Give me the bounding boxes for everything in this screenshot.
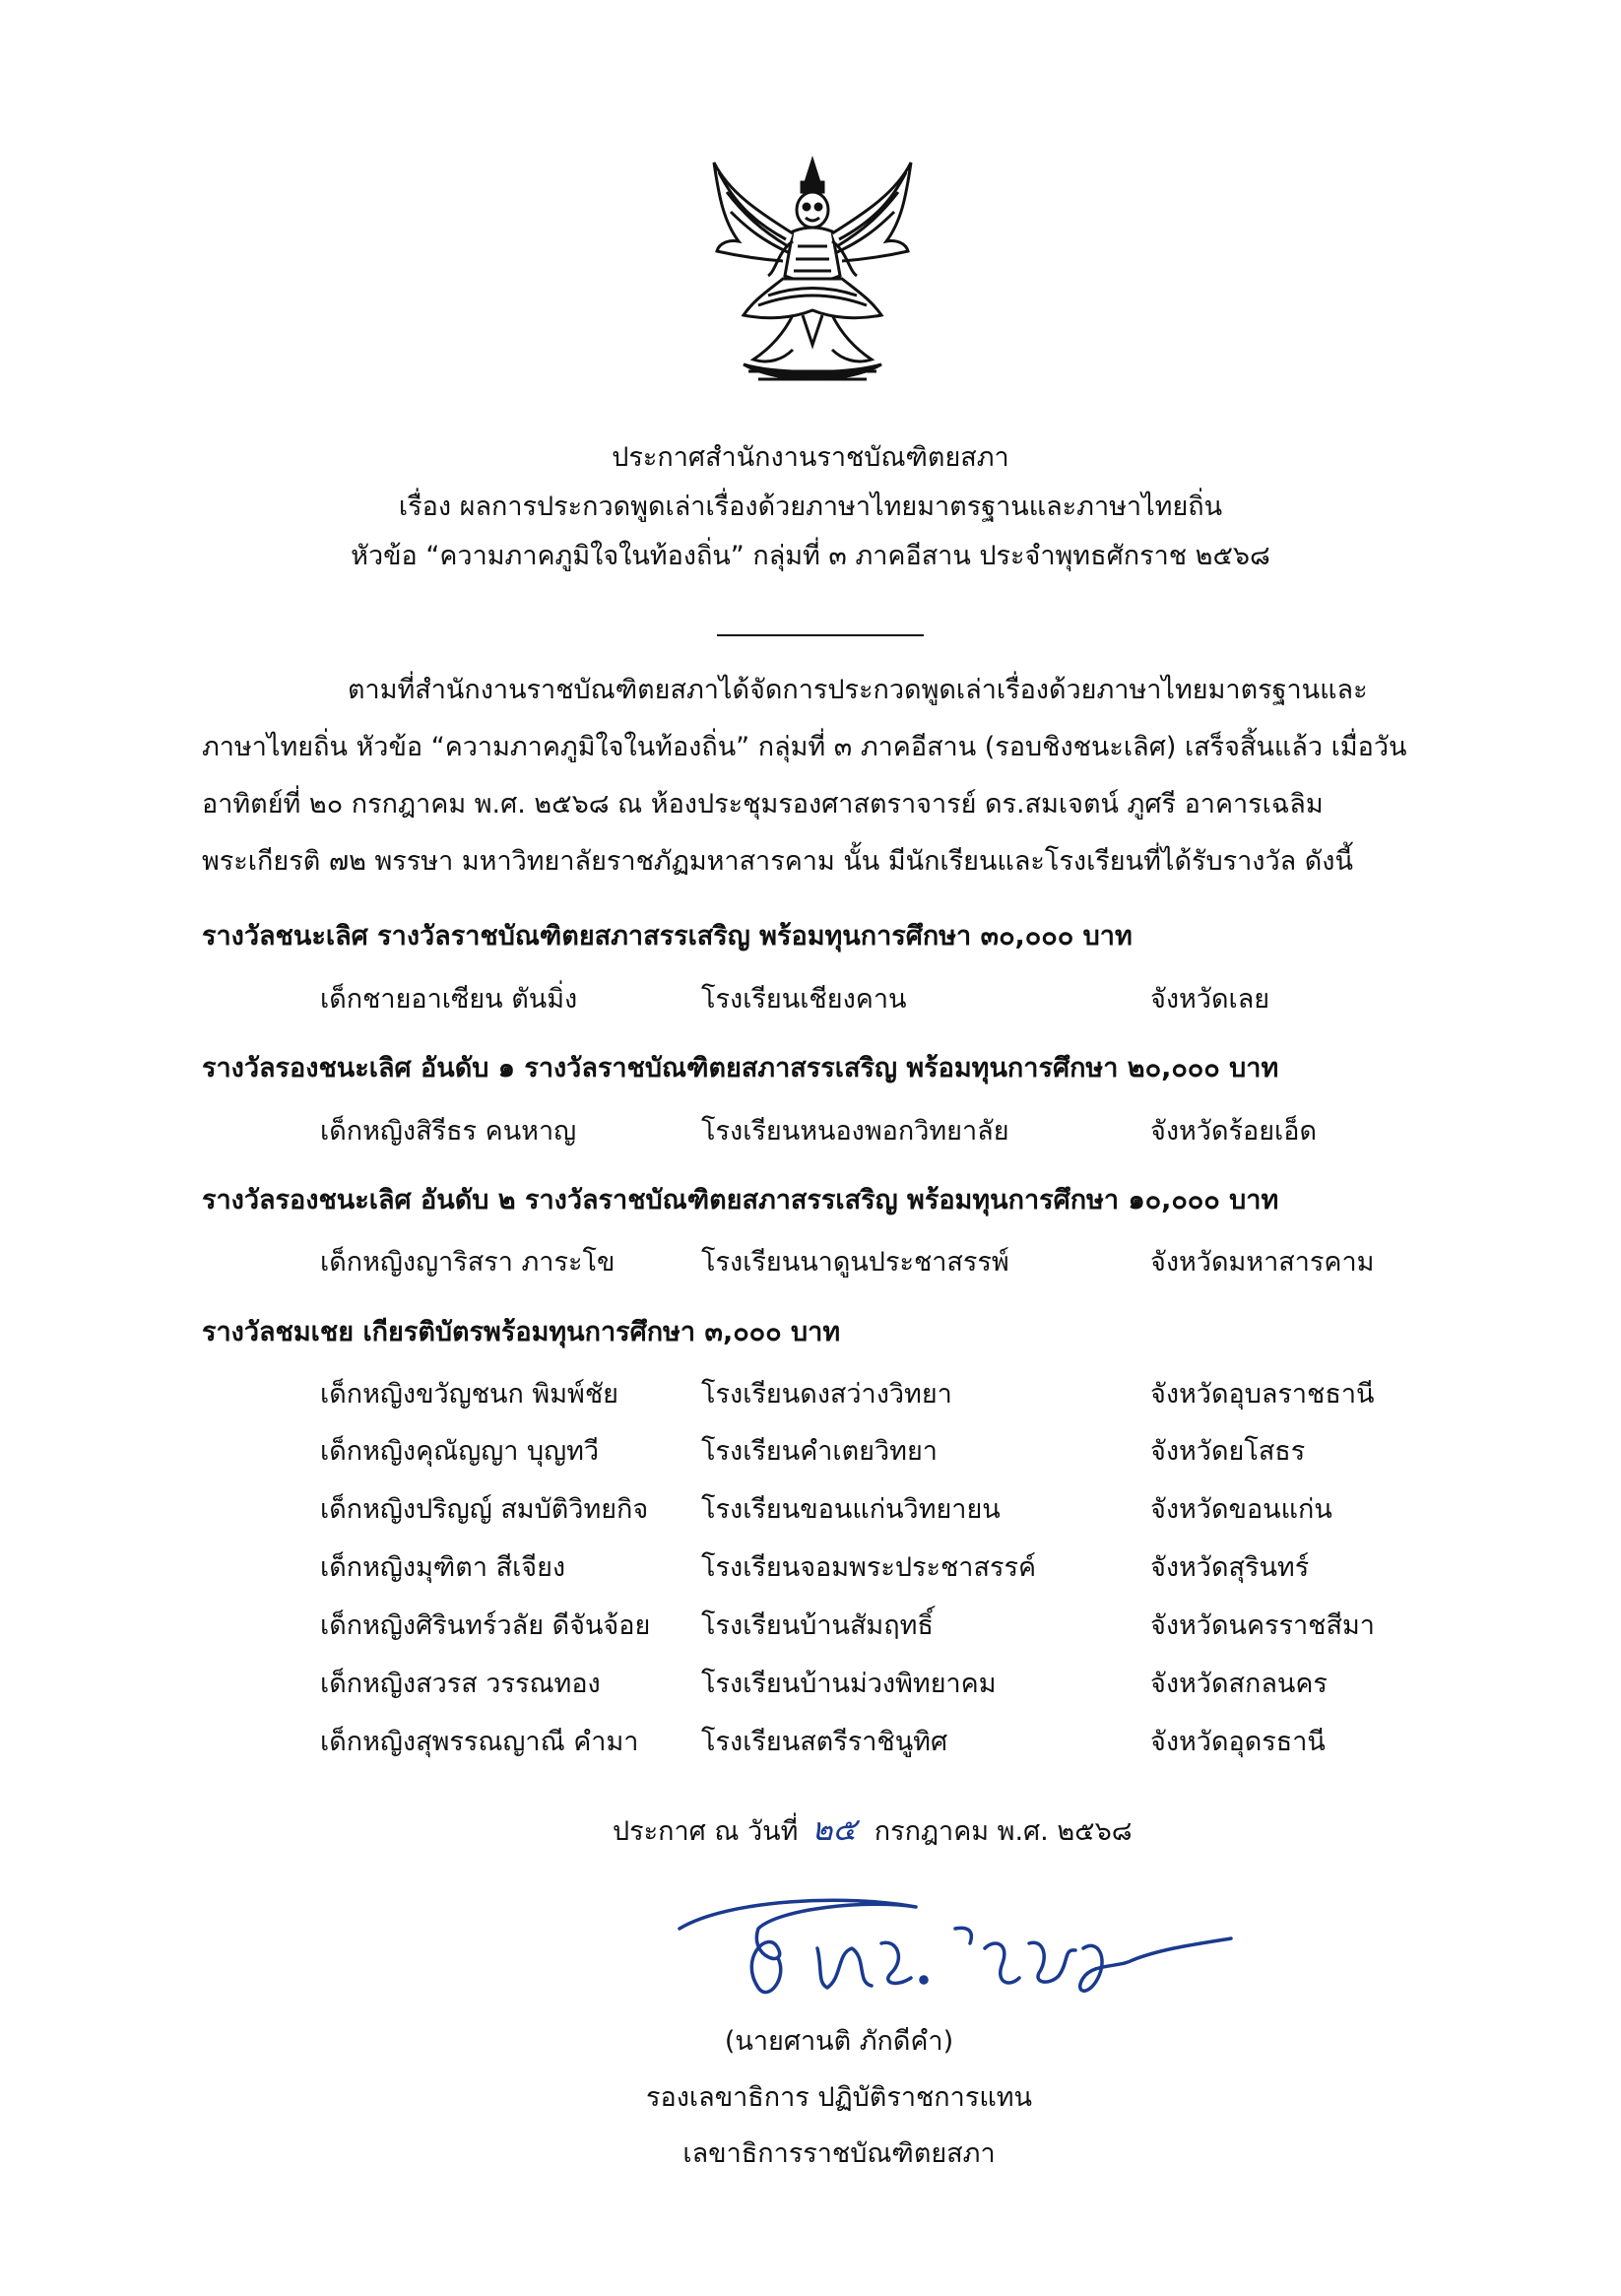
intro-line-1: ตามที่สำนักงานราชบัณฑิตยสภาได้จัดการประกวดพูดเล่าเรื่องด้วยภาษาไทยมาตรฐานและ <box>348 675 1368 705</box>
recipient-province: จังหวัดอุดรธานี <box>1150 1727 1326 1757</box>
signatory-position-2: เลขาธิการราชบัณฑิตยสภา <box>682 2138 996 2169</box>
recipient-province: จังหวัดยโสธร <box>1150 1436 1306 1467</box>
recipient-school: โรงเรียนเชียงคาน <box>701 984 907 1015</box>
recipient-school: โรงเรียนขอนแก่นวิทยายน <box>701 1494 1001 1525</box>
intro-line-4: พระเกียรติ ๗๒ พรรษา มหาวิทยาลัยราชภัฏมหาสารคาม นั้น มีนักเรียนและโรงเรียนที่ได้รับรางวัล ดังนี้ <box>202 846 1353 877</box>
recipient-name: เด็กชายอาเซียน ตันมิ่ง <box>320 984 578 1015</box>
award-heading-runner-up-2: รางวัลรองชนะเลิศ อันดับ ๒ รางวัลราชบัณฑิตยสภาสรรเสริญ พร้อมทุนการศึกษา ๑๐,๐๐๐ บาท <box>202 1185 1279 1215</box>
recipient-row <box>0 1429 1621 1478</box>
award-heading-runner-up-1: รางวัลรองชนะเลิศ อันดับ ๑ รางวัลราชบัณฑิตยสภาสรรเสริญ พร้อมทุนการศึกษา ๒๐,๐๐๐ บาท <box>202 1053 1279 1083</box>
recipient-school: โรงเรียนบ้านม่วงพิทยาคม <box>701 1669 997 1699</box>
recipient-row <box>0 1720 1621 1769</box>
signatory-block <box>0 2013 1621 2182</box>
recipient-name: เด็กหญิงมุฑิตา สีเจียง <box>320 1552 566 1583</box>
title-block <box>0 433 1621 581</box>
recipient-province: จังหวัดสกลนคร <box>1150 1669 1328 1699</box>
recipient-row <box>0 1545 1621 1595</box>
garuda-emblem-icon <box>699 153 926 389</box>
recipient-province: จังหวัดอุบลราชธานี <box>1150 1379 1375 1410</box>
handwritten-signature <box>670 1889 1241 2017</box>
recipient-row <box>0 1240 1621 1289</box>
recipient-row <box>0 1109 1621 1158</box>
intro-paragraph <box>202 662 1443 890</box>
recipient-name: เด็กหญิงญาริสรา ภาระโข <box>320 1247 616 1278</box>
announce-day: ๒๕ <box>811 1810 857 1848</box>
recipient-province: จังหวัดขอนแก่น <box>1150 1494 1332 1525</box>
recipient-school: โรงเรียนสตรีราชินูทิศ <box>701 1727 948 1757</box>
recipient-school: โรงเรียนจอมพระประชาสรรค์ <box>701 1552 1037 1583</box>
recipient-row <box>0 1372 1621 1421</box>
title-line-3: หัวข้อ “ความภาคภูมิใจในท้องถิ่น” กลุ่มที่ ๓ ภาคอีสาน ประจำพุทธศักราช ๒๕๖๘ <box>351 541 1270 571</box>
recipient-school: โรงเรียนดงสว่างวิทยา <box>701 1379 952 1410</box>
recipient-name: เด็กหญิงสุพรรณญาณี คำมา <box>320 1727 639 1757</box>
award-heading-winner: รางวัลชนะเลิศ รางวัลราชบัณฑิตยสภาสรรเสริญ พร้อมทุนการศึกษา ๓๐,๐๐๐ บาท <box>202 921 1133 951</box>
recipient-province: จังหวัดนครราชสีมา <box>1150 1610 1375 1641</box>
title-line-1: ประกาศสำนักงานราชบัณฑิตยสภา <box>612 442 1009 473</box>
recipient-school: โรงเรียนนาดูนประชาสรรพ์ <box>701 1247 1009 1278</box>
recipient-name: เด็กหญิงปริญญ์ สมบัติวิทยกิจ <box>320 1494 649 1525</box>
title-line-2: เรื่อง ผลการประกวดพูดเล่าเรื่องด้วยภาษาไทยมาตรฐานและภาษาไทยถิ่น <box>398 492 1223 522</box>
announcement-date <box>613 1804 1133 1855</box>
recipient-name: เด็กหญิงสิรีธร คนหาญ <box>320 1116 577 1147</box>
announce-suffix: กรกฎาคม พ.ศ. ๒๕๖๘ <box>874 1816 1133 1847</box>
title-divider <box>717 634 924 636</box>
recipient-name: เด็กหญิงขวัญชนก พิมพ์ชัย <box>320 1379 618 1410</box>
recipient-name: เด็กหญิงคุณัญญา บุญทวี <box>320 1436 600 1467</box>
announce-prefix: ประกาศ ณ วันที่ <box>613 1816 799 1847</box>
recipient-province: จังหวัดมหาสารคาม <box>1150 1247 1375 1278</box>
signatory-name: (นายศานติ ภักดีคำ) <box>724 2026 954 2057</box>
recipient-name: เด็กหญิงศิรินทร์วลัย ดีจันจ้อย <box>320 1610 651 1641</box>
recipient-school: โรงเรียนบ้านสัมฤทธิ์ <box>701 1610 934 1641</box>
recipient-school: โรงเรียนหนองพอกวิทยาลัย <box>701 1116 1009 1147</box>
recipient-province: จังหวัดร้อยเอ็ด <box>1150 1116 1318 1147</box>
recipient-province: จังหวัดเลย <box>1150 984 1270 1015</box>
recipient-row <box>0 1487 1621 1537</box>
signatory-position-1: รองเลขาธิการ ปฏิบัติราชการแทน <box>646 2082 1032 2113</box>
recipient-province: จังหวัดสุรินทร์ <box>1150 1552 1310 1583</box>
recipient-school: โรงเรียนคำเตยวิทยา <box>701 1436 938 1467</box>
recipient-name: เด็กหญิงสวรส วรรณทอง <box>320 1669 601 1699</box>
recipient-row <box>0 1662 1621 1711</box>
intro-line-2: ภาษาไทยถิ่น หัวข้อ “ความภาคภูมิใจในท้องถิ่น” กลุ่มที่ ๓ ภาคอีสาน (รอบชิงชนะเลิศ) เสร็จสิ้นแล้ว เมื่อวัน <box>202 732 1407 762</box>
recipient-row <box>0 1604 1621 1653</box>
recipient-row <box>0 977 1621 1026</box>
intro-line-3: อาทิตย์ที่ ๒๐ กรกฎาคม พ.ศ. ๒๕๖๘ ณ ห้องประชุมรองศาสตราจารย์ ดร.สมเจตน์ ภูศรี อาคารเฉลิม <box>202 789 1324 820</box>
award-heading-honorable: รางวัลชมเชย เกียรติบัตรพร้อมทุนการศึกษา ๓,๐๐๐ บาท <box>202 1317 841 1347</box>
